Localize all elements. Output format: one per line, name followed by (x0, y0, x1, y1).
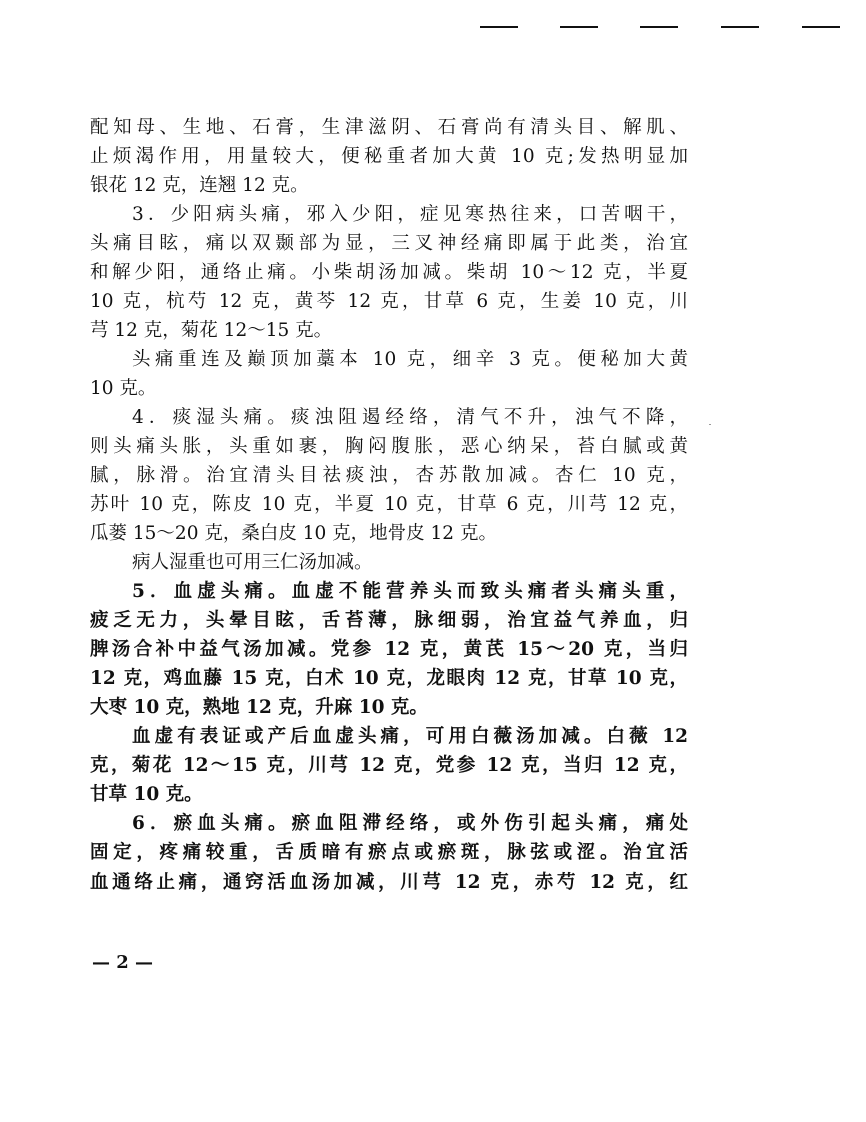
text-line: 甘草 10 克。 (90, 784, 203, 805)
text-line: 苏叶 10 克，陈皮 10 克，半夏 10 克，甘草 6 克，川芎 12 克， (90, 494, 688, 515)
text-line: 瓜蒌 15～20 克，桑白皮 10 克，地骨皮 12 克。 (90, 523, 497, 544)
text-line: 腻，脉滑。治宜清头目祛痰浊，杏苏散加减。杏仁 10 克， (90, 465, 688, 486)
text-line: 大枣 10 克，熟地 12 克，升麻 10 克。 (90, 697, 428, 718)
header-rule (802, 26, 840, 28)
text-line: 血虚有表证或产后血虚头痛，可用白薇汤加减。白薇 12 (132, 726, 688, 747)
header-rule (560, 26, 598, 28)
text-line: 固定，疼痛较重，舌质暗有瘀点或瘀斑，脉弦或涩。治宜活 (90, 842, 688, 863)
header-rule (640, 26, 678, 28)
text-line: 5．血虚头痛。血虚不能营养头而致头痛者头痛头重， (132, 581, 688, 602)
text-line: 10 克。 (90, 378, 157, 399)
text-line: 4．痰湿头痛。痰浊阻遏经络，清气不升，浊气不降， (132, 407, 688, 428)
text-line: 3．少阳病头痛，邪入少阳，症见寒热往来，口苦咽干， (132, 204, 688, 225)
text-line: 头痛重连及巅顶加藁本 10 克，细辛 3 克。便秘加大黄 (132, 349, 688, 370)
text-line: 配知母、生地、石膏，生津滋阴、石膏尚有清头目、解肌、 (90, 117, 688, 138)
text-line: 芎 12 克，菊花 12～15 克。 (90, 320, 333, 341)
text-line: 12 克，鸡血藤 15 克，白术 10 克，龙眼肉 12 克，甘草 10 克， (90, 668, 688, 689)
text-line: 血通络止痛，通窍活血汤加减，川芎 12 克，赤芍 12 克，红 (90, 872, 688, 893)
text-line: 病人湿重也可用三仁汤加减。 (132, 552, 373, 573)
text-line: 和解少阳，通络止痛。小柴胡汤加减。柴胡 10～12 克，半夏 (90, 262, 688, 283)
text-line: 脾汤合补中益气汤加减。党参 12 克，黄芪 15～20 克，当归 (90, 639, 688, 660)
text-line: 克，菊花 12～15 克，川芎 12 克，党参 12 克，当归 12 克， (90, 755, 688, 776)
text-line: 头痛目眩，痛以双颞部为显，三叉神经痛即属于此类，治宜 (90, 233, 688, 254)
text-line: 6．瘀血头痛。瘀血阻滞经络，或外伤引起头痛，痛处 (132, 813, 688, 834)
text-line: 10 克，杭芍 12 克，黄芩 12 克，甘草 6 克，生姜 10 克，川 (90, 291, 688, 312)
page-number: — 2 — (92, 952, 154, 973)
text-line: 则头痛头胀，头重如裹，胸闷腹胀，恶心纳呆，苔白腻或黄 (90, 436, 688, 457)
text-line: 止烦渴作用，用量较大，便秘重者加大黄 10 克;发热明显加 (90, 146, 688, 167)
text-line: 银花 12 克，连翘 12 克。 (90, 175, 309, 196)
header-rule (480, 26, 518, 28)
scan-speck (709, 424, 711, 425)
header-rule (721, 26, 759, 28)
text-line: 疲乏无力，头晕目眩，舌苔薄，脉细弱，治宜益气养血，归 (90, 610, 688, 631)
